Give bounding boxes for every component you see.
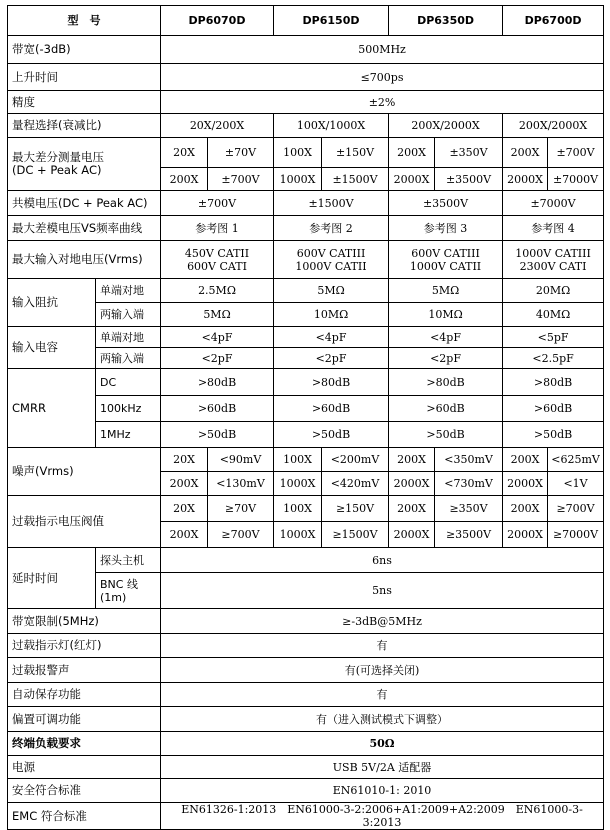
table-row (8, 496, 604, 522)
cmrr_curve-value: 参考图 2 (274, 216, 389, 241)
emc-label: EMC 符合标准 (8, 803, 161, 830)
noise-value: <420mV (322, 472, 389, 496)
table-row (8, 327, 604, 348)
range_select-value: 100X/1000X (274, 114, 389, 138)
delay-sub (96, 573, 161, 609)
table-row (8, 91, 604, 114)
cmrr-value: >60dB (161, 396, 274, 422)
capacitance-value: <2.5pF (503, 348, 604, 369)
table-row (8, 779, 604, 803)
table-row (8, 36, 604, 64)
cell-line: (DC + Peak AC) (12, 163, 102, 177)
noise-value: 2000X (503, 472, 548, 496)
common-mode-label: 共模电压(DC + Peak AC) (8, 191, 161, 216)
overload_led-value: 有 (161, 634, 604, 658)
table-row (8, 241, 604, 279)
impedance-value: 20MΩ (503, 279, 604, 303)
safety-label: 安全符合标准 (8, 779, 161, 803)
capacitance-value: <4pF (161, 327, 274, 348)
overload-value: 20X (161, 496, 208, 522)
table-row (8, 573, 604, 609)
cell-line: BNC 线 (100, 577, 138, 591)
cmrr_curve-value: 参考图 4 (503, 216, 604, 241)
overload-value: ≥7000V (548, 522, 604, 548)
cmrr-sub: DC (96, 369, 161, 396)
model-name: DP6700D (503, 6, 604, 36)
noise-value: <90mV (208, 448, 274, 472)
table-row (8, 683, 604, 707)
bw_limit-label: 带宽限制(5MHz) (8, 609, 161, 634)
cell-line: 1000V CATII (295, 259, 367, 273)
max_diff-value: 1000X (274, 168, 322, 191)
cmrr-value: >50dB (274, 422, 389, 448)
noise-value: 2000X (389, 472, 435, 496)
overload-value: ≥3500V (435, 522, 503, 548)
max_diff-value: ±350V (435, 138, 503, 168)
table-row (8, 396, 604, 422)
emc-value: EN61326-1:2013 EN61000-3-2:2006+A1:2009+A2:2009 EN61000-3-3:2013 (161, 803, 604, 830)
common_mode-value: ±1500V (274, 191, 389, 216)
overload-value: 200X (389, 496, 435, 522)
cmrr-value: >60dB (503, 396, 604, 422)
cmrr-value: >80dB (274, 369, 389, 396)
delay-value: 6ns (161, 548, 604, 573)
cmrr-value: >80dB (161, 369, 274, 396)
cmrr-value: >50dB (389, 422, 503, 448)
cmrr-value: >80dB (503, 369, 604, 396)
impedance-label: 输入阻抗 (8, 279, 96, 327)
cmrr-value: >60dB (274, 396, 389, 422)
max_diff-value: ±700V (208, 168, 274, 191)
cell-line: 2300V CATI (519, 259, 587, 273)
noise-value: 20X (161, 448, 208, 472)
impedance-value: 5MΩ (274, 279, 389, 303)
cmrr-curve-label: 最大差模电压VS频率曲线 (8, 216, 161, 241)
rise_time-value: ≤700ps (161, 64, 604, 91)
overload-value: 2000X (503, 522, 548, 548)
overload-value: ≥350V (435, 496, 503, 522)
max-input-value (274, 241, 389, 279)
range_select-value: 20X/200X (161, 114, 274, 138)
max_diff-value: ±700V (548, 138, 604, 168)
impedance-value: 10MΩ (274, 303, 389, 327)
range-label: 量程选择(衰减比) (8, 114, 161, 138)
cell-line: 600V CATIII (296, 246, 366, 260)
noise-value: <200mV (322, 448, 389, 472)
noise-value: 200X (161, 472, 208, 496)
table-row (8, 732, 604, 756)
cmrr-value: >60dB (389, 396, 503, 422)
overload_alarm-value: 有(可选择关闭) (161, 658, 604, 683)
accuracy-value: ±2% (161, 91, 604, 114)
model-header-label: 型 号 (8, 6, 161, 36)
overload-value: 2000X (389, 522, 435, 548)
noise-value: 100X (274, 448, 322, 472)
overload-label: 过载指示电压阀值 (8, 496, 161, 548)
cmrr-label: CMRR (8, 369, 96, 448)
noise-value: <730mV (435, 472, 503, 496)
range_select-value: 200X/2000X (389, 114, 503, 138)
overload-value: 200X (503, 496, 548, 522)
delay-sub: 探头主机 (96, 548, 161, 573)
rise_time-label: 上升时间 (8, 64, 161, 91)
max_diff-value: 200X (503, 138, 548, 168)
offset-value: 有（进入测试模式下调整） (161, 707, 604, 732)
max_diff-value: 200X (389, 138, 435, 168)
capacitance-value: <2pF (161, 348, 274, 369)
cell-line: 600V CATIII (411, 246, 480, 260)
bandwidth-value: 500MHz (161, 36, 604, 64)
capacitance-value: <5pF (503, 327, 604, 348)
table-row (8, 548, 604, 573)
cmrr-value: >50dB (503, 422, 604, 448)
max-input-label: 最大输入对地电压(Vrms) (8, 241, 161, 279)
capacitance-sub: 两输入端 (96, 348, 161, 369)
capacitance-sub: 单端对地 (96, 327, 161, 348)
table-row (8, 707, 604, 732)
capacitance-value: <4pF (274, 327, 389, 348)
table-row (8, 216, 604, 241)
capacitance-label: 输入电容 (8, 327, 96, 369)
capacitance-value: <2pF (274, 348, 389, 369)
overload_led-label: 过载指示灯(红灯) (8, 634, 161, 658)
auto_save-value: 有 (161, 683, 604, 707)
cell-line: 1000V CATIII (515, 246, 591, 260)
table-row (8, 756, 604, 779)
model-name: DP6150D (274, 6, 389, 36)
bw_limit-value: ≥-3dB@5MHz (161, 609, 604, 634)
overload-value: 100X (274, 496, 322, 522)
max_diff-value: ±7000V (548, 168, 604, 191)
table-row (8, 6, 604, 36)
noise-value: <625mV (548, 448, 604, 472)
table-row (8, 64, 604, 91)
table-row (8, 634, 604, 658)
overload-value: ≥150V (322, 496, 389, 522)
overload-value: 1000X (274, 522, 322, 548)
max_diff-value: 20X (161, 138, 208, 168)
table-row (8, 658, 604, 683)
common_mode-value: ±7000V (503, 191, 604, 216)
cmrr-sub: 100kHz (96, 396, 161, 422)
max-input-value (503, 241, 604, 279)
table-row (8, 369, 604, 396)
table-row (8, 422, 604, 448)
termination-label: 终端负载要求 (8, 732, 161, 756)
noise-value: <1V (548, 472, 604, 496)
spec-table (7, 5, 604, 830)
max_diff-value: ±1500V (322, 168, 389, 191)
overload-value: ≥1500V (322, 522, 389, 548)
table-row (8, 114, 604, 138)
max-input-value (389, 241, 503, 279)
cmrr-value: >50dB (161, 422, 274, 448)
model-name: DP6070D (161, 6, 274, 36)
table-row (8, 303, 604, 327)
max_diff-value: ±3500V (435, 168, 503, 191)
max_diff-value: 100X (274, 138, 322, 168)
table-row (8, 279, 604, 303)
power-label: 电源 (8, 756, 161, 779)
table-row (8, 348, 604, 369)
cmrr_curve-value: 参考图 1 (161, 216, 274, 241)
max_diff-value: 200X (161, 168, 208, 191)
accuracy-label: 精度 (8, 91, 161, 114)
range_select-value: 200X/2000X (503, 114, 604, 138)
auto_save-label: 自动保存功能 (8, 683, 161, 707)
capacitance-value: <2pF (389, 348, 503, 369)
noise-value: 200X (389, 448, 435, 472)
max_diff-value: ±70V (208, 138, 274, 168)
max-diff-label (8, 138, 161, 191)
impedance-sub: 单端对地 (96, 279, 161, 303)
max-input-value (161, 241, 274, 279)
table-row (8, 138, 604, 168)
max_diff-value: ±150V (322, 138, 389, 168)
cell-line: 最大差分测量电压 (12, 150, 104, 164)
overload-value: 200X (161, 522, 208, 548)
cell-line: 600V CATI (187, 259, 247, 273)
overload_alarm-label: 过载报警声 (8, 658, 161, 683)
noise-value: <130mV (208, 472, 274, 496)
overload-value: ≥700V (208, 522, 274, 548)
safety-value: EN61010-1: 2010 (161, 779, 604, 803)
cell-line: (1m) (100, 590, 127, 604)
cell-line: 450V CATII (184, 246, 250, 260)
cmrr_curve-value: 参考图 3 (389, 216, 503, 241)
noise-value: 1000X (274, 472, 322, 496)
impedance-value: 5MΩ (389, 279, 503, 303)
table-row (8, 191, 604, 216)
delay-value: 5ns (161, 573, 604, 609)
impedance-value: 10MΩ (389, 303, 503, 327)
table-row (8, 448, 604, 472)
max_diff-value: 2000X (503, 168, 548, 191)
termination-value: 50Ω (161, 732, 604, 756)
capacitance-value: <4pF (389, 327, 503, 348)
cmrr-value: >80dB (389, 369, 503, 396)
delay-label: 延时时间 (8, 548, 96, 609)
noise-value: <350mV (435, 448, 503, 472)
common_mode-value: ±700V (161, 191, 274, 216)
model-name: DP6350D (389, 6, 503, 36)
noise-value: 200X (503, 448, 548, 472)
overload-value: ≥700V (548, 496, 604, 522)
impedance-sub: 两输入端 (96, 303, 161, 327)
power-value: USB 5V/2A 适配器 (161, 756, 604, 779)
max_diff-value: 2000X (389, 168, 435, 191)
impedance-value: 5MΩ (161, 303, 274, 327)
bandwidth-label: 带宽(-3dB) (8, 36, 161, 64)
noise-label: 噪声(Vrms) (8, 448, 161, 496)
offset-label: 偏置可调功能 (8, 707, 161, 732)
impedance-value: 40MΩ (503, 303, 604, 327)
common_mode-value: ±3500V (389, 191, 503, 216)
table-row (8, 803, 604, 830)
impedance-value: 2.5MΩ (161, 279, 274, 303)
cmrr-sub: 1MHz (96, 422, 161, 448)
cell-line: 1000V CATII (409, 259, 482, 273)
table-row (8, 609, 604, 634)
overload-value: ≥70V (208, 496, 274, 522)
